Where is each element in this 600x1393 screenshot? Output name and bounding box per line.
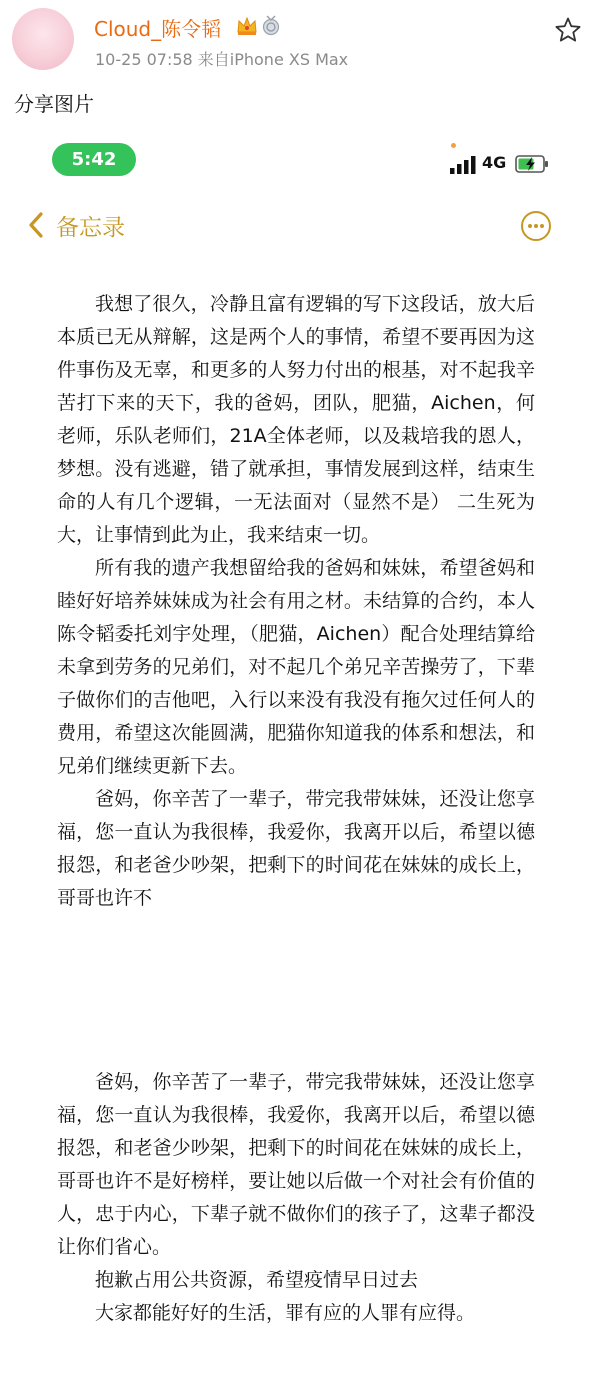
memo-paragraph: 爸妈，你辛苦了一辈子，带完我带妹妹，还没让您享福，您一直认为我很棒，我爱你，我离开以后，希望以德报怨，和老爸少吵架，把剩下的时间花在妹妹的成长上，哥哥也许不 [57,788,535,909]
memo-text-part-1 [57,288,535,1048]
medal-icon [262,15,280,37]
memo-text-part-2 [57,1066,535,1330]
status-time: 5:42 [52,143,136,176]
orange-indicator-dot [451,143,456,148]
chevron-left-icon [26,211,46,239]
back-label: 备忘录 [56,215,125,241]
post-caption: 分享图片 [14,92,94,116]
memo-paragraph: 所有我的遗产我想留给我的爸妈和妹妹，希望爸妈和睦好好培养妹妹成为社会有用之材。未结算的合约，本人陈令韬委托刘宇处理，（肥猫，Aichen）配合处理结算给未拿到劳务的兄弟们，对不起几个弟兄辛苦操劳了，下辈子做你们的吉他吧，入行以来没有我没有拖欠过任何人的费用，希望这次能圆满，肥猫你知道我的体系和想法，和兄弟们继续更新下去。 [57,557,535,777]
memo-paragraph: 大家都能好好的生活，罪有应的人罪有应得。 [95,1302,476,1324]
more-options-icon[interactable] [520,210,552,242]
battery-charging-icon [515,154,549,174]
post-meta: 10-25 07:58 来自iPhone XS Max [95,50,349,69]
memo-paragraph: 我想了很久，冷静且富有逻辑的写下这段话，放大后本质已无从辩解，这是两个人的事情，希望不要再因为这件事伤及无辜，和更多的人努力付出的根基，对不起我辛苦打下来的天下，我的爸妈，团队，肥猫，Aichen，何老师，乐队老师们，21A全体老师，以及栽培我的恩人，梦想。没有逃避，错了就承担，事情发展到这样，结束生命的人有几个逻辑，一无法面对（显然不是） 二生死为大，让事情到此为止，我来结束一切。 [57,293,535,546]
crown-icon [236,16,258,36]
network-label: 4G [482,153,507,172]
post-header [0,0,600,80]
star-icon[interactable] [554,16,582,44]
memo-paragraph: 抱歉占用公共资源，希望疫情早日过去 [95,1269,419,1291]
avatar[interactable] [12,8,74,70]
username[interactable]: Cloud_陈令韬 [94,17,222,41]
signal-icon [449,156,477,174]
memo-paragraph: 爸妈，你辛苦了一辈子，带完我带妹妹，还没让您享福，您一直认为我很棒，我爱你，我离开以后，希望以德报怨，和老爸少吵架，把剩下的时间花在妹妹的成长上，哥哥也许不是好榜样，要让她以后做一个对社会有价值的人，忠于内心，下辈子就不做你们的孩子了，这辈子都没让你们省心。 [57,1071,535,1258]
